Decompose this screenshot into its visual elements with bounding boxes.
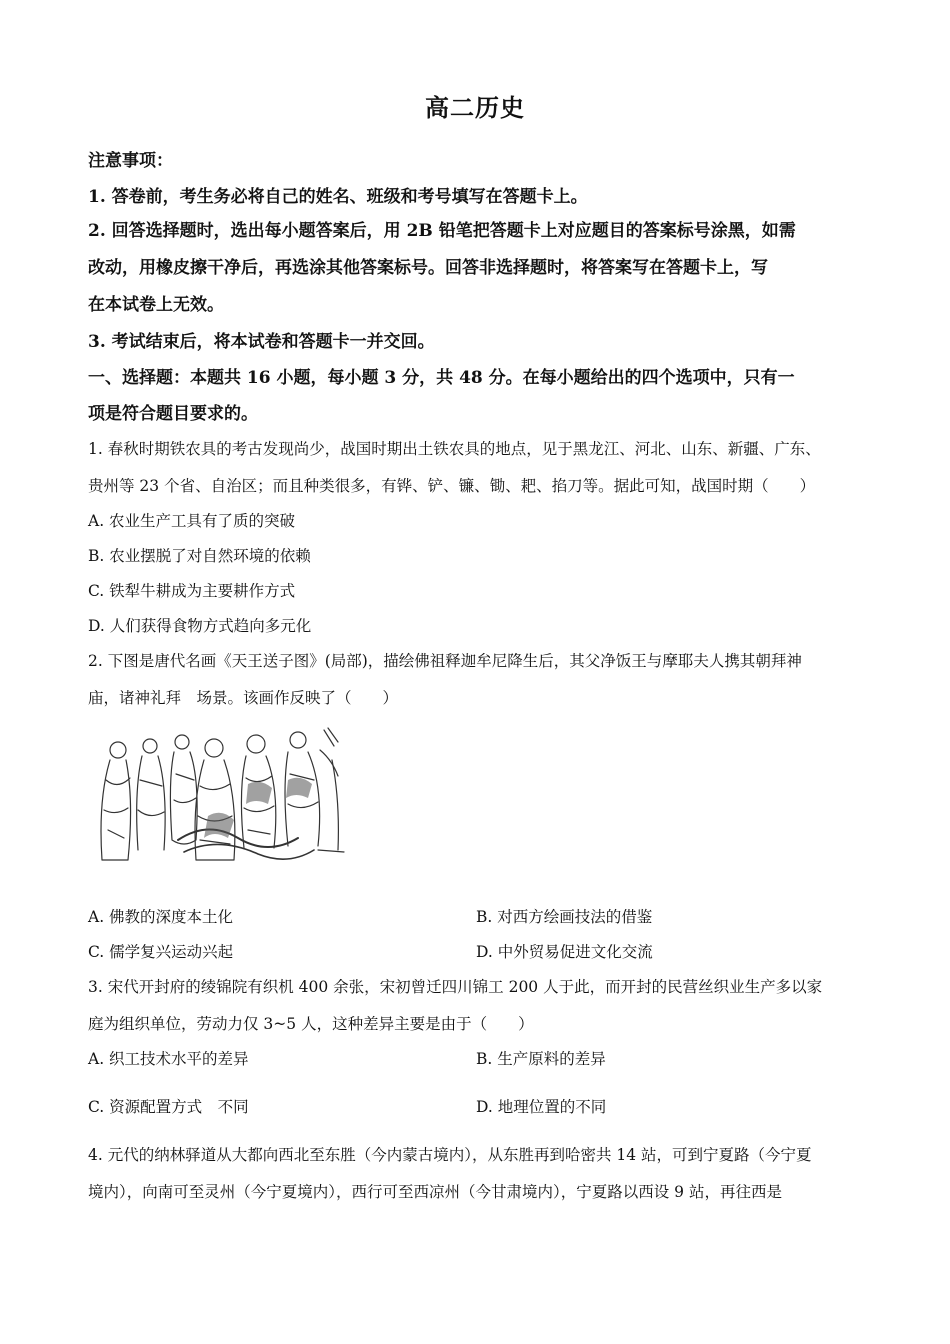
q2-stem-line-2: 庙，诸神礼拜 场景。该画作反映了（ ） — [88, 689, 399, 707]
q1-option-a: A. 农业生产工具有了质的突破 — [88, 512, 296, 530]
section-1-heading-line-2: 项是符合题目要求的。 — [88, 404, 258, 424]
q3-option-b: B. 生产原料的差异 — [476, 1050, 606, 1068]
notes-item-2-line-3: 在本试卷上无效。 — [88, 295, 224, 315]
q2-option-a: A. 佛教的深度本土化 — [88, 908, 234, 926]
q4-stem-line-2: 境内），向南可至灵州（今宁夏境内），西行可至西凉州（今甘肃境内），宁夏路以西设 9 站，再往西是 — [88, 1183, 782, 1201]
q3-option-a: A. 织工技术水平的差异 — [88, 1050, 249, 1068]
q2-option-b: B. 对西方绘画技法的借鉴 — [476, 908, 653, 926]
q2-option-c: C. 儒学复兴运动兴起 — [88, 943, 234, 961]
q2-option-d: D. 中外贸易促进文化交流 — [476, 943, 653, 961]
q1-stem-line-2: 贵州等 23 个省、自治区；而且种类很多，有铧、铲、镰、锄、耙、掐刀等。据此可知，战国时期（ ） — [88, 477, 816, 495]
q3-option-c: C. 资源配置方式 不同 — [88, 1098, 249, 1116]
q1-stem-line-1: 1. 春秋时期铁农具的考古发现尚少，战国时期出土铁农具的地点，见于黑龙江、河北、山东、新疆、广东、 — [88, 440, 821, 458]
q4-stem-line-1: 4. 元代的纳林驿道从大都向西北至东胜（今内蒙古境内），从东胜再到哈密共 14 站，可到宁夏路（今宁夏 — [88, 1146, 812, 1164]
notes-item-2-line-2: 改动，用橡皮擦干净后，再选涂其他答案标号。回答非选择题时，将答案写在答题卡上，写 — [88, 258, 768, 278]
q3-option-d: D. 地理位置的不同 — [476, 1098, 607, 1116]
q1-option-d: D. 人们获得食物方式趋向多元化 — [88, 617, 312, 635]
notes-item-2-line-1: 2. 回答选择题时，选出每小题答案后，用 2B 铅笔把答题卡上对应题目的答案标号涂黑，如需 — [88, 221, 796, 241]
q2-stem-line-1: 2. 下图是唐代名画《天王送子图》(局部)，描绘佛祖释迦牟尼降生后，其父净饭王与摩耶夫人携其朝拜神 — [88, 652, 802, 670]
section-1-heading-line-1: 一、选择题：本题共 16 小题，每小题 3 分，共 48 分。在每小题给出的四个选项中，只有一 — [88, 368, 795, 388]
q1-option-b: B. 农业摆脱了对自然环境的依赖 — [88, 547, 311, 565]
q1-option-c: C. 铁犁牛耕成为主要耕作方式 — [88, 582, 296, 600]
page-title: 高二历史 — [425, 93, 525, 122]
notes-heading: 注意事项： — [88, 151, 173, 171]
q3-stem-line-1: 3. 宋代开封府的绫锦院有织机 400 余张，宋初曾迁四川锦工 200 人于此，而开封的民营丝织业生产多以家 — [88, 978, 823, 996]
q3-stem-line-2: 庭为组织单位，劳动力仅 3~5 人，这种差异主要是由于（ ） — [88, 1015, 534, 1033]
notes-item-3: 3. 考试结束后，将本试卷和答题卡一并交回。 — [88, 332, 435, 352]
notes-item-1: 1. 答卷前，考生务必将自己的姓名、班级和考号填写在答题卡上。 — [88, 187, 588, 207]
painting-figure — [88, 720, 352, 870]
